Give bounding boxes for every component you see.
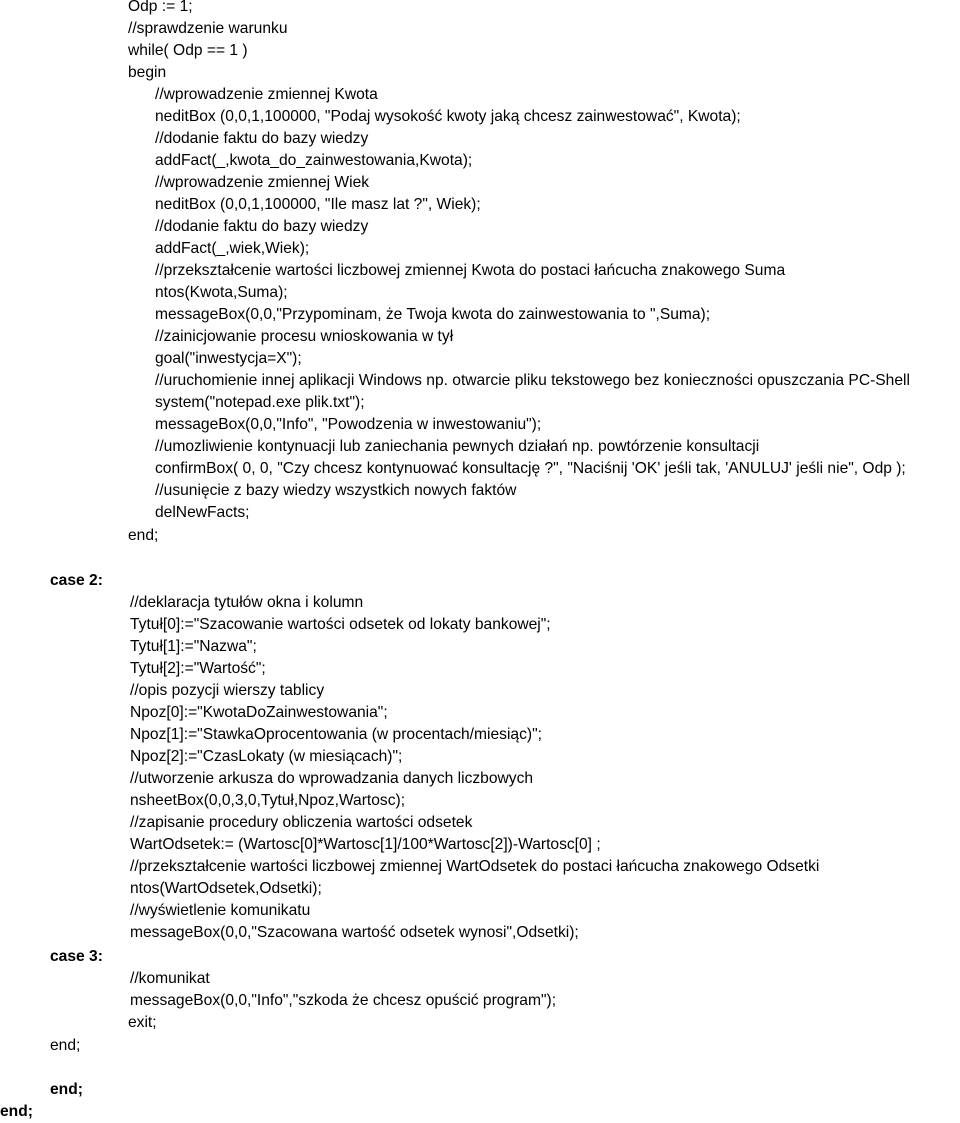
code-comment: //zainicjowanie procesu wnioskowania w tył bbox=[155, 328, 454, 345]
code-line: Tytuł[0]:="Szacowanie wartości odsetek od lokaty bankowej"; bbox=[130, 616, 551, 633]
code-line: delNewFacts; bbox=[155, 504, 250, 521]
code-comment: //przekształcenie wartości liczbowej zmiennej Kwota do postaci łańcucha znakowego Suma bbox=[155, 262, 786, 279]
code-line: Npoz[2]:="CzasLokaty (w miesiącach)"; bbox=[130, 748, 403, 765]
code-line: end; bbox=[128, 527, 159, 544]
code-line: messageBox(0,0,"Przypominam, że Twoja kwota do zainwestowania to ",Suma); bbox=[155, 306, 711, 323]
code-comment: //usunięcie z bazy wiedzy wszystkich nowych faktów bbox=[155, 482, 517, 499]
case-label: case 2: bbox=[50, 572, 103, 589]
code-line: goal("inwestycja=X"); bbox=[155, 350, 302, 367]
code-comment: //zapisanie procedury obliczenia wartości odsetek bbox=[130, 814, 473, 831]
case-label: case 3: bbox=[50, 948, 103, 965]
code-line: Tytuł[2]:="Wartość"; bbox=[130, 660, 266, 677]
code-line: nsheetBox(0,0,3,0,Tytuł,Npoz,Wartosc); bbox=[130, 792, 406, 809]
code-line: neditBox (0,0,1,100000, "Podaj wysokość kwoty jaką chcesz zainwestować", Kwota); bbox=[155, 108, 741, 125]
code-comment: //wprowadzenie zmiennej Kwota bbox=[155, 86, 378, 103]
code-comment: //wprowadzenie zmiennej Wiek bbox=[155, 174, 370, 191]
code-line: neditBox (0,0,1,100000, "Ile masz lat ?", Wiek); bbox=[155, 196, 481, 213]
code-comment: //deklaracja tytułów okna i kolumn bbox=[130, 594, 364, 611]
code-line: Npoz[1]:="StawkaOprocentowania (w procentach/miesiąc)"; bbox=[130, 726, 542, 743]
code-line: WartOdsetek:= (Wartosc[0]*Wartosc[1]/100*Wartosc[2])-Wartosc[0] ; bbox=[130, 836, 601, 853]
code-line: ntos(WartOdsetek,Odsetki); bbox=[130, 880, 322, 897]
code-line: system("notepad.exe plik.txt"); bbox=[155, 394, 365, 411]
code-comment: //opis pozycji wierszy tablicy bbox=[130, 682, 325, 699]
code-comment: //dodanie faktu do bazy wiedzy bbox=[155, 218, 369, 235]
end-statement: end; bbox=[50, 1037, 81, 1054]
code-line: confirmBox( 0, 0, "Czy chcesz kontynuować konsultację ?", "Naciśnij 'OK' jeśli tak, 'ANULUJ' jeśli nie", Odp ); bbox=[155, 460, 906, 477]
code-line: Npoz[0]:="KwotaDoZainwestowania"; bbox=[130, 704, 388, 721]
code-line: Odp := 1; bbox=[128, 0, 193, 15]
code-comment: //przekształcenie wartości liczbowej zmiennej WartOdsetek do postaci łańcucha znakowego Odsetki bbox=[130, 858, 820, 875]
code-line: Tytuł[1]:="Nazwa"; bbox=[130, 638, 257, 655]
code-line: messageBox(0,0,"Info", "Powodzenia w inwestowaniu"); bbox=[155, 416, 542, 433]
code-comment: //wyświetlenie komunikatu bbox=[130, 902, 311, 919]
code-comment: //umozliwienie kontynuacji lub zaniechania pewnych działań np. powtórzenie konsultacji bbox=[155, 438, 760, 455]
code-comment: //dodanie faktu do bazy wiedzy bbox=[155, 130, 369, 147]
code-line: messageBox(0,0,"Info","szkoda że chcesz opuścić program"); bbox=[130, 992, 557, 1009]
code-line: exit; bbox=[128, 1014, 157, 1031]
code-comment: //uruchomienie innej aplikacji Windows np. otwarcie pliku tekstowego bez konieczności opuszczania PC-Shell bbox=[155, 372, 910, 389]
code-line: ntos(Kwota,Suma); bbox=[155, 284, 288, 301]
code-line: addFact(_,wiek,Wiek); bbox=[155, 240, 310, 257]
code-comment: //komunikat bbox=[130, 970, 210, 987]
code-line: messageBox(0,0,"Szacowana wartość odsetek wynosi",Odsetki); bbox=[130, 924, 579, 941]
end-statement: end; bbox=[0, 1103, 33, 1120]
code-line: addFact(_,kwota_do_zainwestowania,Kwota); bbox=[155, 152, 473, 169]
code-line: begin bbox=[128, 64, 167, 81]
code-comment: //utworzenie arkusza do wprowadzania danych liczbowych bbox=[130, 770, 534, 787]
code-comment: //sprawdzenie warunku bbox=[128, 20, 288, 37]
code-line: while( Odp == 1 ) bbox=[128, 42, 248, 59]
end-statement: end; bbox=[50, 1081, 83, 1098]
